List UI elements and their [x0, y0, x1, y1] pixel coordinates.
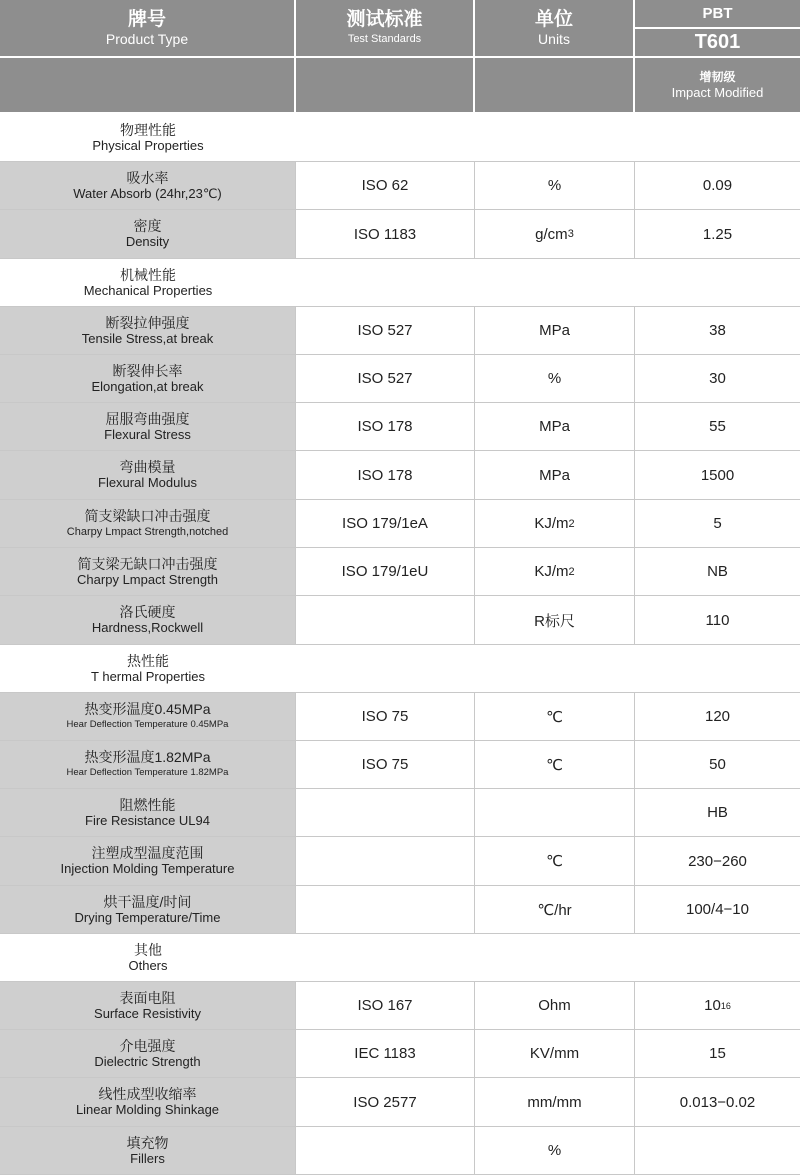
unit-cell — [475, 162, 635, 210]
property-name — [0, 355, 296, 403]
value: 0.09 — [702, 177, 733, 194]
table-row — [0, 210, 800, 259]
unit: mm/mm — [527, 1093, 582, 1111]
unit: KJ/m — [534, 563, 569, 580]
test-standard: ISO 2577 — [296, 1078, 475, 1127]
section-label — [0, 114, 296, 161]
unit: % — [547, 177, 562, 194]
unit: KV/mm — [529, 1045, 580, 1062]
property-zh: 介电强度 — [119, 1037, 176, 1054]
section-title-en: T hermal Properties — [91, 668, 205, 684]
table-row — [0, 693, 800, 741]
test-standard: ISO 527 — [296, 355, 475, 403]
unit: g/cm — [535, 225, 568, 243]
section-title-zh: 机械性能 — [120, 266, 176, 283]
property-name — [0, 789, 296, 837]
property-name — [0, 1030, 296, 1078]
test-standards-en: Test Standards — [347, 32, 422, 45]
unit-cell — [475, 1030, 635, 1078]
grade-description — [635, 58, 800, 114]
value: 100/4−10 — [686, 901, 749, 918]
test-standard — [296, 837, 475, 886]
property-name — [0, 403, 296, 451]
table-row — [0, 789, 800, 837]
value-cell — [635, 307, 800, 355]
product-type-header — [0, 0, 296, 58]
value: 120 — [704, 708, 731, 725]
property-zh: 断裂拉伸强度 — [105, 314, 190, 331]
table-row — [0, 982, 800, 1030]
property-name — [0, 162, 296, 210]
property-zh: 洛氏硬度 — [119, 604, 176, 620]
property-name — [0, 451, 296, 500]
property-zh: 填充物 — [126, 1134, 169, 1151]
product-type-en: Product Type — [105, 30, 189, 47]
test-standard: ISO 75 — [296, 741, 475, 789]
property-name — [0, 1127, 296, 1175]
test-standard: ISO 75 — [296, 693, 475, 741]
test-standard — [296, 886, 475, 934]
test-standard — [296, 596, 475, 645]
unit-cell: g/cm 3 — [475, 210, 635, 259]
test-standard — [296, 1127, 475, 1175]
property-name — [0, 307, 296, 355]
value-cell — [635, 693, 800, 741]
value: 230−260 — [688, 852, 747, 870]
section-title-en: Physical Properties — [92, 137, 204, 153]
unit: ℃ — [546, 756, 563, 774]
section-mechanical — [0, 259, 800, 307]
section-title-en: Others — [128, 957, 168, 973]
unit-cell — [475, 886, 635, 934]
test-standard: ISO 178 — [296, 451, 475, 500]
value: 38 — [709, 322, 726, 339]
unit: % — [547, 370, 562, 387]
product-type-zh: 牌号 — [127, 8, 166, 30]
header-row — [0, 0, 800, 58]
table-row — [0, 307, 800, 355]
unit-cell — [475, 1078, 635, 1127]
table-row — [0, 500, 800, 548]
value: 1500 — [700, 466, 735, 484]
value-cell — [635, 500, 800, 548]
property-name — [0, 982, 296, 1030]
property-en: Drying Temperature/Time — [74, 909, 221, 925]
table-row — [0, 741, 800, 789]
property-en: Density — [125, 234, 170, 249]
unit-cell — [475, 355, 635, 403]
property-en: Elongation,at break — [91, 378, 204, 394]
property-name — [0, 741, 296, 789]
property-zh: 热变形温度0.45MPa — [84, 700, 211, 717]
value-cell — [635, 886, 800, 934]
value-cell: 10 16 — [635, 982, 800, 1030]
property-zh: 弯曲模量 — [119, 459, 176, 475]
property-zh: 简支梁缺口冲击强度 — [84, 507, 211, 524]
unit-cell — [475, 1127, 635, 1175]
unit-cell: KJ/m 2 — [475, 500, 635, 548]
section-label — [0, 259, 296, 306]
value-cell — [635, 548, 800, 596]
section-title-zh: 其他 — [134, 941, 162, 958]
property-zh: 断裂伸长率 — [112, 362, 183, 379]
property-zh: 烘干温度/时间 — [103, 893, 192, 910]
test-standard — [296, 789, 475, 837]
property-name — [0, 548, 296, 596]
property-zh: 吸水率 — [126, 169, 169, 186]
table-row — [0, 886, 800, 934]
property-zh: 屈服弯曲强度 — [105, 410, 190, 427]
unit: ℃/hr — [537, 901, 572, 919]
value-cell — [635, 355, 800, 403]
unit-cell — [475, 982, 635, 1030]
test-standard: ISO 178 — [296, 403, 475, 451]
test-standard: ISO 62 — [296, 162, 475, 210]
material-name: PBT — [635, 0, 800, 29]
property-name — [0, 837, 296, 886]
value: 10 — [704, 997, 721, 1014]
section-label — [0, 645, 296, 692]
value: 30 — [709, 370, 726, 387]
test-standard: ISO 179/1eA — [296, 500, 475, 548]
section-physical — [0, 114, 800, 162]
table-row — [0, 1030, 800, 1078]
grade-desc-en: Impact Modified — [671, 84, 764, 100]
property-en: Flexural Stress — [104, 426, 191, 442]
value: HB — [707, 804, 728, 821]
unit: ℃ — [546, 708, 563, 726]
test-standard: ISO 1183 — [296, 210, 475, 259]
units-header — [475, 0, 635, 58]
table-row — [0, 548, 800, 596]
test-standards-zh: 测试标准 — [346, 8, 423, 30]
property-en: Charpy Lmpact Strength,notched — [66, 525, 229, 538]
unit-cell — [475, 403, 635, 451]
property-zh: 密度 — [133, 218, 162, 234]
unit: MPa — [539, 466, 570, 484]
grade-header — [635, 0, 800, 58]
value: 0.013−0.02 — [679, 1093, 756, 1111]
value-cell — [635, 741, 800, 789]
units-en: Units — [538, 30, 570, 47]
property-name — [0, 210, 296, 259]
value: 5 — [713, 515, 722, 532]
value: 15 — [709, 1045, 726, 1062]
unit-cell — [475, 596, 635, 645]
table-row — [0, 451, 800, 500]
unit-cell — [475, 741, 635, 789]
property-zh: 简支梁无缺口冲击强度 — [77, 555, 218, 572]
section-title-zh: 物理性能 — [120, 121, 176, 138]
value-cell — [635, 1030, 800, 1078]
test-standards-header — [296, 0, 475, 58]
property-en: Water Absorb (24hr,23℃) — [73, 185, 222, 201]
value-cell — [635, 1078, 800, 1127]
property-en: Fire Resistance UL94 — [85, 812, 210, 828]
value-cell — [635, 162, 800, 210]
property-zh: 热变形温度1.82MPa — [84, 748, 211, 765]
unit-cell — [475, 307, 635, 355]
section-label — [0, 934, 296, 981]
property-en: Flexural Modulus — [98, 475, 197, 490]
property-name — [0, 596, 296, 645]
table-row — [0, 162, 800, 210]
unit-cell: KJ/m 2 — [475, 548, 635, 596]
unit-cell — [475, 837, 635, 886]
table-row — [0, 837, 800, 886]
unit-cell — [475, 789, 635, 837]
unit: R标尺 — [534, 612, 575, 630]
table-row — [0, 596, 800, 645]
property-en: Injection Molding Temperature — [60, 861, 235, 876]
unit: ℃ — [546, 853, 563, 870]
test-standard: ISO 179/1eU — [296, 548, 475, 596]
value-cell — [635, 1127, 800, 1175]
property-en: Hardness,Rockwell — [91, 620, 204, 635]
value-cell — [635, 789, 800, 837]
property-en: Hear Deflection Temperature 1.82MPa — [66, 766, 229, 778]
value: NB — [707, 563, 728, 580]
value: 110 — [705, 611, 730, 629]
property-en: Fillers — [130, 1150, 165, 1166]
property-en: Linear Molding Shinkage — [75, 1102, 220, 1117]
property-en: Dielectric Strength — [94, 1053, 201, 1069]
test-standard: ISO 167 — [296, 982, 475, 1030]
unit: Ohm — [538, 997, 571, 1014]
table-row — [0, 1127, 800, 1175]
value: 1.25 — [702, 225, 733, 243]
property-name — [0, 886, 296, 934]
section-others — [0, 934, 800, 982]
test-standard: IEC 1183 — [296, 1030, 475, 1078]
section-title-zh: 热性能 — [127, 652, 169, 669]
property-en: Charpy Lmpact Strength — [77, 571, 218, 587]
property-en: Tensile Stress,at break — [81, 330, 214, 346]
table-row — [0, 403, 800, 451]
value-cell — [635, 837, 800, 886]
property-en: Hear Deflection Temperature 0.45MPa — [66, 718, 229, 730]
unit: % — [547, 1142, 562, 1159]
unit-cell — [475, 451, 635, 500]
value-cell — [635, 403, 800, 451]
property-name — [0, 1078, 296, 1127]
property-zh: 表面电阻 — [119, 989, 176, 1006]
property-zh: 线性成型收缩率 — [98, 1086, 197, 1102]
section-thermal — [0, 645, 800, 693]
value-cell — [635, 596, 800, 645]
property-en: Surface Resistivity — [94, 1005, 201, 1021]
unit-cell — [475, 693, 635, 741]
unit: MPa — [539, 418, 570, 435]
value-cell — [635, 210, 800, 259]
value-cell — [635, 451, 800, 500]
subheader-row — [0, 58, 800, 114]
grade-name: T601 — [694, 31, 741, 53]
property-zh: 阻燃性能 — [119, 796, 176, 813]
value: 50 — [709, 756, 726, 773]
property-name — [0, 500, 296, 548]
test-standard: ISO 527 — [296, 307, 475, 355]
units-zh: 单位 — [534, 8, 573, 30]
property-name — [0, 693, 296, 741]
unit: MPa — [539, 322, 570, 339]
table-row — [0, 1078, 800, 1127]
value: 55 — [709, 418, 726, 435]
section-title-en: Mechanical Properties — [83, 282, 213, 298]
property-zh: 注塑成型温度范围 — [91, 845, 204, 861]
table-row — [0, 355, 800, 403]
unit: KJ/m — [534, 515, 569, 532]
grade-desc-zh: 增韧级 — [699, 69, 736, 84]
